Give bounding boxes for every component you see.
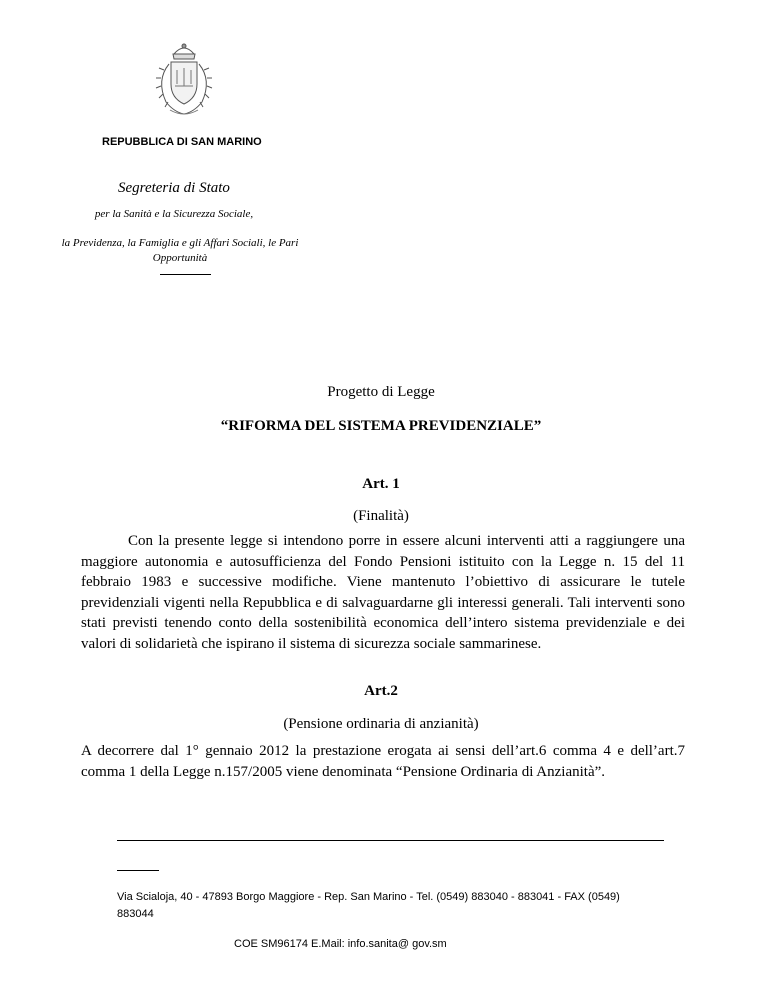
article-1-subtitle: (Finalità) <box>353 508 409 524</box>
document-kind: Progetto di Legge <box>327 384 435 400</box>
footer-rule-short <box>117 870 159 871</box>
office-subtitle-line1: per la Sanità e la Sicurezza Sociale, <box>94 208 254 220</box>
footer-rule <box>117 840 664 841</box>
footer-address: Via Scialoja, 40 - 47893 Borgo Maggiore - Rep. San Marino - Tel. (0549) 883040 - 883041 - FAX (0549) 883044 <box>117 891 620 920</box>
footer-contact: COE SM96174 E.Mail: info.sanita@ gov.sm <box>234 938 447 950</box>
article-2-body: A decorrere dal 1° gennaio 2012 la prestazione erogata ai sensi dell’art.6 comma 4 e dell’art.7 comma 1 della Legge n.157/2005 viene denominata “Pensione Ordinaria di Anzianità”. <box>81 743 685 780</box>
republic-name: REPUBBLICA DI SAN MARINO <box>102 136 262 148</box>
document-title: “RIFORMA DEL SISTEMA PREVIDENZIALE” <box>220 418 542 434</box>
office-subtitle-line2: la Previdenza, la Famiglia e gli Affari Sociali, le Pari Opportunità <box>61 237 299 264</box>
header-divider <box>160 274 211 275</box>
article-2-heading: Art.2 <box>364 683 398 699</box>
article-2-subtitle: (Pensione ordinaria di anzianità) <box>283 716 479 732</box>
san-marino-coat-of-arms-icon <box>150 40 218 120</box>
article-1-heading: Art. 1 <box>362 476 400 492</box>
article-1-body: Con la presente legge si intendono porre in essere alcuni interventi atti a raggiungere una maggiore autonomia e autosufficienza del Fondo Pensioni istituito con la Legge n. 15 del 11 febbraio 1983 e successive modifiche. Viene mantenuto l’obiettivo di assicurare le tutele previdenziali vigenti nella Repubblica e di salvaguardarne gli interessi generali. Tali interventi sono stati previsti tenendo conto della sostenibilità economica dell’intero sistema previdenziale e dei valori di solidarietà che ispirano il sistema di sicurezza sociale sammarinese. <box>81 533 685 652</box>
office-title: Segreteria di Stato <box>118 180 230 196</box>
